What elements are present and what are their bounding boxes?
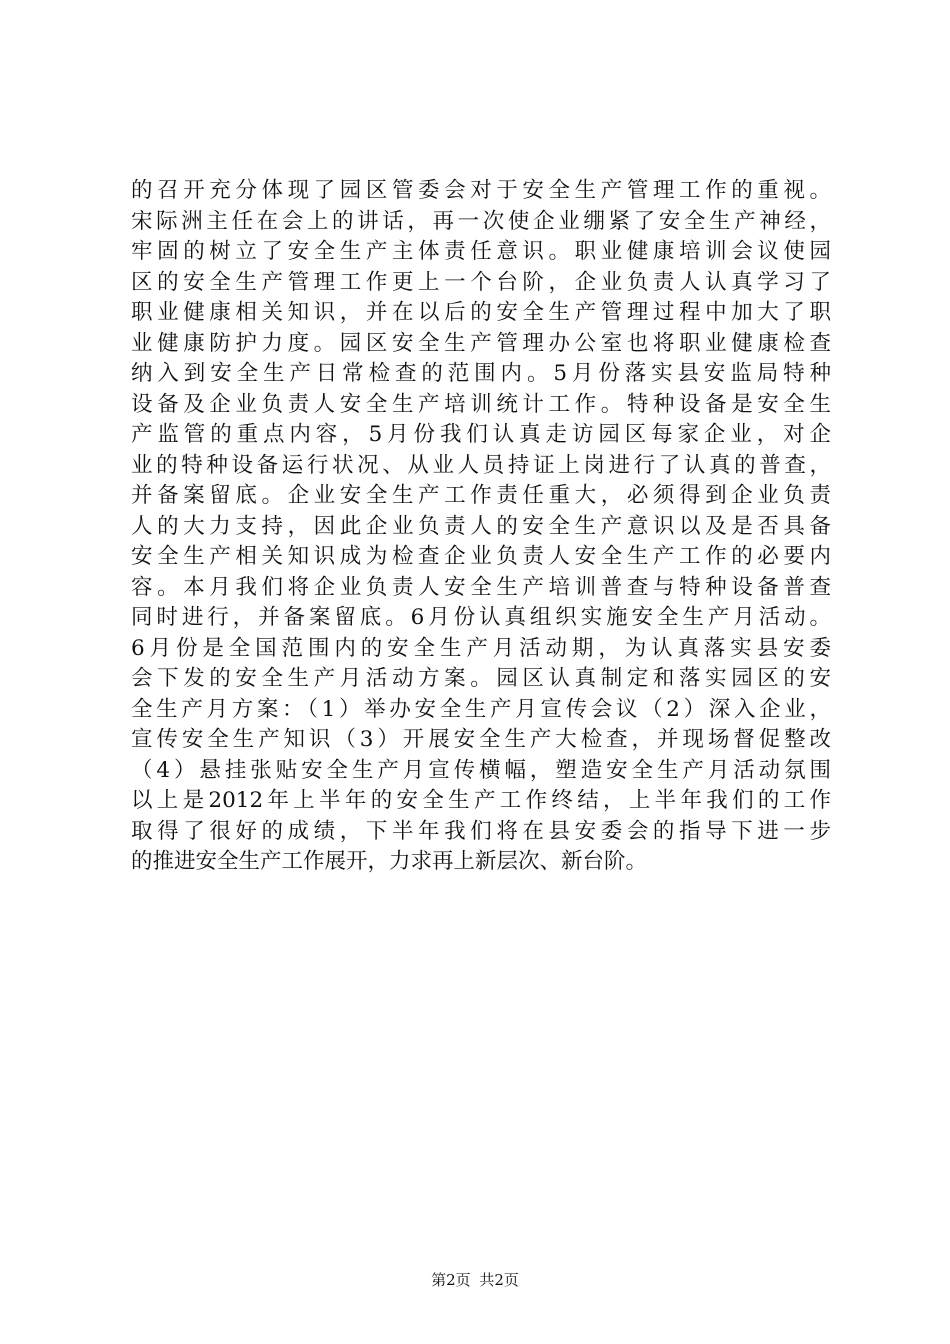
text-line: 同时进行，并备案留底。6月份认真组织实施安全生产月活动。 [131,605,831,630]
text-line: 全生产月方案：（1）举办安全生产月宣传会议（2）深入企业， [131,696,831,722]
page-footer [0,1270,950,1290]
text-line: 并备案留底。企业安全生产工作责任重大，必须得到企业负责 [131,483,831,508]
text-line: 牢固的树立了安全生产主体责任意识。职业健康培训会议使园 [131,239,831,264]
text-line: 区的安全生产管理工作更上一个台阶，企业负责人认真学习了 [131,269,831,295]
text-line: 安全生产相关知识成为检查企业负责人安全生产工作的必要内 [131,544,831,569]
page-total: 共2页 [479,1271,519,1289]
text-line: 的推进安全生产工作展开，力求再上新层次、新台阶。 [131,849,648,874]
page-number: 第2页 [431,1271,471,1289]
text-line: 宣传安全生产知识（3）开展安全生产大检查，并现场督促整改 [131,727,831,752]
text-line: 的召开充分体现了园区管委会对于安全生产管理工作的重视。 [131,178,831,203]
text-line: 容。本月我们将企业负责人安全生产培训普查与特种设备普查 [131,574,831,600]
text-line: 人的大力支持，因此企业负责人的安全生产意识以及是否具备 [131,513,831,539]
text-line: 业的特种设备运行状况、从业人员持证上岗进行了认真的普查， [131,452,831,478]
text-line: 职业健康相关知识，并在以后的安全生产管理过程中加大了职 [131,300,831,325]
text-line: 取得了很好的成绩，下半年我们将在县安委会的指导下进一步 [131,818,831,844]
text-line: （4）悬挂张贴安全生产月宣传横幅，塑造安全生产月活动氛围 [131,757,831,783]
text-line: 会下发的安全生产月活动方案。园区认真制定和落实园区的安 [131,666,831,691]
text-line: 业健康防护力度。园区安全生产管理办公室也将职业健康检查 [131,330,831,356]
text-line: 以上是2012年上半年的安全生产工作终结，上半年我们的工作 [131,788,831,813]
text-line: 设备及企业负责人安全生产培训统计工作。特种设备是安全生 [131,391,831,417]
body-paragraph [131,176,831,878]
text-line: 宋际洲主任在会上的讲话，再一次使企业绷紧了安全生产神经， [131,208,831,234]
text-line: 纳入到安全生产日常检查的范围内。5月份落实县安监局特种 [131,361,831,386]
text-line: 产监管的重点内容，5月份我们认真走访园区每家企业，对企 [131,422,831,447]
text-line: 6月份是全国范围内的安全生产月活动期，为认真落实县安委 [131,635,831,661]
